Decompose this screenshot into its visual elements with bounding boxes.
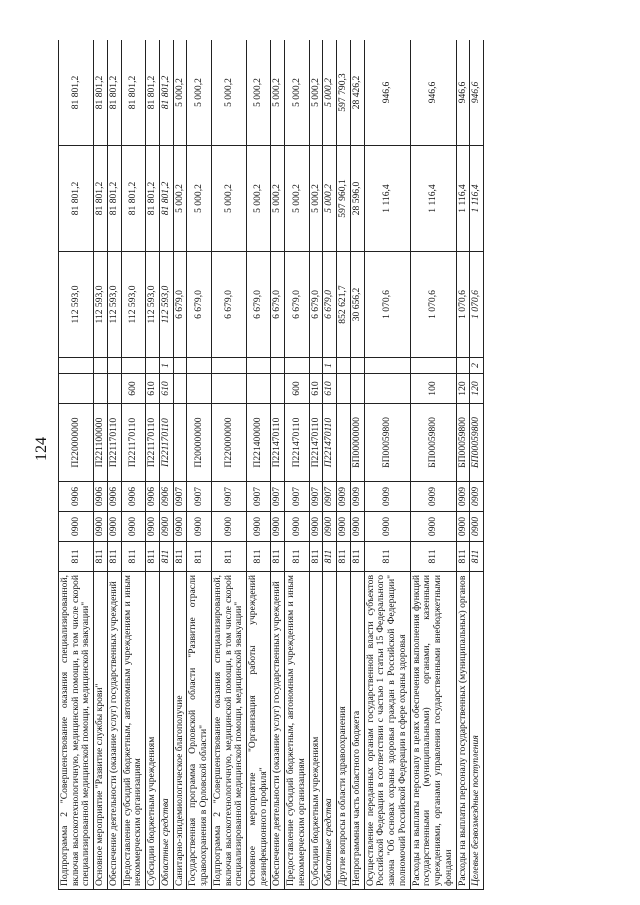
target-article-cell: П221170110	[121, 404, 145, 482]
row-name-cell: Областные средства	[323, 572, 337, 890]
glav-code-cell: 811	[159, 542, 173, 572]
table-row	[410, 40, 456, 890]
section-code-cell: 0900	[350, 512, 364, 542]
amount-2-cell: 81 801,2	[94, 146, 108, 252]
section-code-cell: 0900	[309, 512, 323, 542]
source-code-cell	[211, 358, 246, 374]
subsection-code-cell: 0907	[309, 482, 323, 512]
subsection-code-cell: 0906	[94, 482, 108, 512]
amount-3-cell: 5 000,2	[211, 40, 246, 146]
target-article-cell	[173, 404, 187, 482]
row-name-cell: Государственная программа Орловской области "Развитие отрасли здравоохранения в Орловской области"	[187, 572, 211, 890]
amount-2-cell: 28 596,0	[350, 146, 364, 252]
row-name-cell: Расходы на выплаты персоналу государственных (муниципальных) органов	[456, 572, 470, 890]
amount-1-cell: 6 679,0	[211, 252, 246, 358]
table-row	[94, 40, 108, 890]
glav-code-cell: 811	[337, 542, 351, 572]
amount-1-cell: 112 593,0	[159, 252, 173, 358]
table-row	[470, 40, 484, 890]
target-article-cell: П221470110	[285, 404, 309, 482]
target-article-cell: П220000000	[211, 404, 246, 482]
subsection-code-cell: 0907	[187, 482, 211, 512]
target-article-cell	[337, 404, 351, 482]
glav-code-cell: 811	[107, 542, 121, 572]
amount-1-cell: 112 593,0	[59, 252, 94, 358]
amount-1-cell: 852 621,7	[337, 252, 351, 358]
table-row	[247, 40, 271, 890]
source-code-cell	[285, 358, 309, 374]
target-article-cell: П221470110	[309, 404, 323, 482]
amount-2-cell: 81 801,2	[59, 146, 94, 252]
amount-3-cell: 5 000,2	[285, 40, 309, 146]
amount-2-cell: 597 960,1	[337, 146, 351, 252]
amount-2-cell: 5 000,2	[187, 146, 211, 252]
source-code-cell	[271, 358, 285, 374]
source-code-cell	[456, 358, 470, 374]
section-code-cell: 0900	[456, 512, 470, 542]
amount-2-cell: 5 000,2	[271, 146, 285, 252]
row-name-cell: Основное мероприятие "Развитие службы крови"	[94, 572, 108, 890]
glav-code-cell: 811	[121, 542, 145, 572]
table-body	[59, 40, 484, 890]
target-article-cell: БП00059800	[470, 404, 484, 482]
amount-1-cell: 6 679,0	[285, 252, 309, 358]
table-row	[146, 40, 160, 890]
expense-type-cell: 610	[159, 374, 173, 404]
row-name-cell: Другие вопросы в области здравоохранения	[337, 572, 351, 890]
amount-1-cell: 112 593,0	[107, 252, 121, 358]
row-name-cell: Обеспечение деятельности (оказание услуг) государственных учреждений	[107, 572, 121, 890]
subsection-code-cell: 0909	[350, 482, 364, 512]
row-name-cell: Субсидии бюджетным учреждениям	[146, 572, 160, 890]
amount-1-cell: 6 679,0	[309, 252, 323, 358]
section-code-cell: 0900	[173, 512, 187, 542]
row-name-cell: Предоставление субсидий бюджетным, автономным учреждениям и иным некоммерческим организациям	[285, 572, 309, 890]
amount-2-cell: 5 000,2	[323, 146, 337, 252]
rotated-page-area	[58, 40, 618, 890]
amount-2-cell: 1 116,4	[410, 146, 456, 252]
source-code-cell	[337, 358, 351, 374]
glav-code-cell: 811	[211, 542, 246, 572]
subsection-code-cell: 0909	[364, 482, 410, 512]
amount-3-cell: 946,6	[364, 40, 410, 146]
section-code-cell: 0900	[323, 512, 337, 542]
target-article-cell: П200000000	[187, 404, 211, 482]
row-name-cell: Осуществление переданных органам государственной власти субъектов Российской Федерации в соответствии с частью 1 статьи 15 Федерального закона "Об основах охраны здоровья граждан в Российской Федерации" полномочий Российской Федерации в сфере охраны здоровья	[364, 572, 410, 890]
amount-2-cell: 1 116,4	[364, 146, 410, 252]
amount-2-cell: 1 116,4	[456, 146, 470, 252]
amount-3-cell: 81 801,2	[146, 40, 160, 146]
source-code-cell	[121, 358, 145, 374]
amount-3-cell: 946,6	[470, 40, 484, 146]
target-article-cell: П221470110	[271, 404, 285, 482]
glav-code-cell: 811	[456, 542, 470, 572]
amount-1-cell: 112 593,0	[121, 252, 145, 358]
amount-3-cell: 946,6	[456, 40, 470, 146]
amount-1-cell: 112 593,0	[146, 252, 160, 358]
amount-2-cell: 81 801,2	[121, 146, 145, 252]
amount-3-cell: 5 000,2	[271, 40, 285, 146]
glav-code-cell: 811	[59, 542, 94, 572]
amount-1-cell: 30 656,2	[350, 252, 364, 358]
subsection-code-cell: 0906	[159, 482, 173, 512]
source-code-cell: 1	[323, 358, 337, 374]
amount-1-cell: 1 070,6	[470, 252, 484, 358]
source-code-cell	[187, 358, 211, 374]
amount-3-cell: 81 801,2	[121, 40, 145, 146]
table-row	[187, 40, 211, 890]
section-code-cell: 0900	[470, 512, 484, 542]
subsection-code-cell: 0909	[456, 482, 470, 512]
glav-code-cell: 811	[364, 542, 410, 572]
subsection-code-cell: 0907	[271, 482, 285, 512]
glav-code-cell: 811	[187, 542, 211, 572]
expense-type-cell	[187, 374, 211, 404]
target-article-cell: БП00059800	[410, 404, 456, 482]
amount-2-cell: 5 000,2	[247, 146, 271, 252]
source-code-cell: 2	[470, 358, 484, 374]
expense-type-cell: 100	[410, 374, 456, 404]
row-name-cell: Областные средства	[159, 572, 173, 890]
expense-type-cell	[364, 374, 410, 404]
amount-3-cell: 5 000,2	[173, 40, 187, 146]
subsection-code-cell: 0907	[173, 482, 187, 512]
table-row	[456, 40, 470, 890]
rotated-table-container	[58, 40, 618, 890]
amount-1-cell: 1 070,6	[364, 252, 410, 358]
amount-3-cell: 946,6	[410, 40, 456, 146]
subsection-code-cell: 0907	[211, 482, 246, 512]
amount-3-cell: 5 000,2	[187, 40, 211, 146]
amount-2-cell: 81 801,2	[146, 146, 160, 252]
table-row	[323, 40, 337, 890]
row-name-cell: Предоставление субсидий бюджетным, автономным учреждениям и иным некоммерческим организациям	[121, 572, 145, 890]
table-row	[173, 40, 187, 890]
section-code-cell: 0900	[410, 512, 456, 542]
target-article-cell: П221100000	[94, 404, 108, 482]
amount-1-cell: 6 679,0	[271, 252, 285, 358]
amount-2-cell: 81 801,2	[159, 146, 173, 252]
table-row	[211, 40, 246, 890]
expense-type-cell	[107, 374, 121, 404]
source-code-cell	[364, 358, 410, 374]
section-code-cell: 0900	[337, 512, 351, 542]
section-code-cell: 0900	[159, 512, 173, 542]
glav-code-cell: 811	[285, 542, 309, 572]
source-code-cell	[247, 358, 271, 374]
row-name-cell: Субсидии бюджетным учреждениям	[309, 572, 323, 890]
expense-type-cell	[211, 374, 246, 404]
amount-1-cell: 1 070,6	[410, 252, 456, 358]
amount-1-cell: 6 679,0	[173, 252, 187, 358]
target-article-cell: П221400000	[247, 404, 271, 482]
expense-type-cell: 600	[285, 374, 309, 404]
section-code-cell: 0900	[271, 512, 285, 542]
source-code-cell	[146, 358, 160, 374]
glav-code-cell: 811	[470, 542, 484, 572]
amount-2-cell: 5 000,2	[211, 146, 246, 252]
section-code-cell: 0900	[211, 512, 246, 542]
row-name-cell: Санитарно-эпидемиологическое благополучие	[173, 572, 187, 890]
row-name-cell: Расходы на выплаты персоналу в целях обеспечения выполнения функций государственными (муниципальными) органами, казенными учреждениями, органами управления государственными внебюджетными фондами	[410, 572, 456, 890]
amount-3-cell: 81 801,2	[107, 40, 121, 146]
table-row	[309, 40, 323, 890]
subsection-code-cell: 0906	[146, 482, 160, 512]
expense-type-cell: 610	[146, 374, 160, 404]
expense-type-cell	[173, 374, 187, 404]
table-row	[337, 40, 351, 890]
target-article-cell: П221170110	[146, 404, 160, 482]
source-code-cell	[94, 358, 108, 374]
subsection-code-cell: 0909	[337, 482, 351, 512]
row-name-cell: Целевые безвозмездные поступления	[470, 572, 484, 890]
glav-code-cell: 811	[309, 542, 323, 572]
target-article-cell: БП00000000	[350, 404, 364, 482]
section-code-cell: 0900	[121, 512, 145, 542]
section-code-cell: 0900	[247, 512, 271, 542]
amount-2-cell: 5 000,2	[285, 146, 309, 252]
table-row	[159, 40, 173, 890]
source-code-cell	[410, 358, 456, 374]
amount-3-cell: 81 801,2	[59, 40, 94, 146]
amount-2-cell: 1 116,4	[470, 146, 484, 252]
amount-1-cell: 6 679,0	[247, 252, 271, 358]
expense-type-cell: 120	[470, 374, 484, 404]
amount-1-cell: 6 679,0	[187, 252, 211, 358]
glav-code-cell: 811	[410, 542, 456, 572]
table-row	[350, 40, 364, 890]
table-row	[271, 40, 285, 890]
glav-code-cell: 811	[323, 542, 337, 572]
source-code-cell	[59, 358, 94, 374]
row-name-cell: Обеспечение деятельности (оказание услуг) государственных учреждений	[271, 572, 285, 890]
row-name-cell: Непрограммная часть областного бюджета	[350, 572, 364, 890]
amount-1-cell: 112 593,0	[94, 252, 108, 358]
row-name-cell: Подпрограмма 2 "Совершенствование оказания специализированной, включая высокотехнологичную, медицинской помощи, в том числе скорой специализированной медицинской помощи, медицинской эвакуации"	[211, 572, 246, 890]
expense-type-cell	[59, 374, 94, 404]
section-code-cell: 0900	[94, 512, 108, 542]
section-code-cell: 0900	[146, 512, 160, 542]
amount-3-cell: 81 801,2	[94, 40, 108, 146]
subsection-code-cell: 0906	[107, 482, 121, 512]
glav-code-cell: 811	[173, 542, 187, 572]
glav-code-cell: 811	[94, 542, 108, 572]
row-name-cell: Основное мероприятие "Организация работы учреждений дезинфекционного профиля"	[247, 572, 271, 890]
expense-type-cell: 600	[121, 374, 145, 404]
glav-code-cell: 811	[350, 542, 364, 572]
source-code-cell: 1	[159, 358, 173, 374]
amount-2-cell: 5 000,2	[173, 146, 187, 252]
table-row	[107, 40, 121, 890]
budget-table	[58, 40, 484, 890]
glav-code-cell: 811	[271, 542, 285, 572]
expense-type-cell	[337, 374, 351, 404]
row-name-cell: Подпрограмма 2 "Совершенствование оказания специализированной, включая высокотехнологичную, медицинской помощи, в том числе скорой специализированной медицинской помощи, медицинской эвакуации"	[59, 572, 94, 890]
section-code-cell: 0900	[285, 512, 309, 542]
amount-3-cell: 597 790,3	[337, 40, 351, 146]
expense-type-cell	[94, 374, 108, 404]
source-code-cell	[173, 358, 187, 374]
target-article-cell: БП00059800	[456, 404, 470, 482]
amount-2-cell: 5 000,2	[309, 146, 323, 252]
source-code-cell	[107, 358, 121, 374]
subsection-code-cell: 0907	[247, 482, 271, 512]
table-row	[59, 40, 94, 890]
amount-1-cell: 6 679,0	[323, 252, 337, 358]
amount-3-cell: 5 000,2	[309, 40, 323, 146]
section-code-cell: 0900	[59, 512, 94, 542]
target-article-cell: П221170110	[107, 404, 121, 482]
glav-code-cell: 811	[247, 542, 271, 572]
amount-2-cell: 81 801,2	[107, 146, 121, 252]
expense-type-cell	[247, 374, 271, 404]
target-article-cell: П221470110	[323, 404, 337, 482]
amount-3-cell: 5 000,2	[323, 40, 337, 146]
expense-type-cell: 610	[309, 374, 323, 404]
amount-1-cell: 1 070,6	[456, 252, 470, 358]
section-code-cell: 0900	[107, 512, 121, 542]
expense-type-cell: 120	[456, 374, 470, 404]
amount-3-cell: 28 426,2	[350, 40, 364, 146]
expense-type-cell: 610	[323, 374, 337, 404]
subsection-code-cell: 0909	[470, 482, 484, 512]
source-code-cell	[309, 358, 323, 374]
section-code-cell: 0900	[364, 512, 410, 542]
source-code-cell	[350, 358, 364, 374]
subsection-code-cell: 0906	[121, 482, 145, 512]
expense-type-cell	[271, 374, 285, 404]
table-row	[121, 40, 145, 890]
section-code-cell: 0900	[187, 512, 211, 542]
target-article-cell: П221170110	[159, 404, 173, 482]
target-article-cell: БП00059800	[364, 404, 410, 482]
subsection-code-cell: 0906	[59, 482, 94, 512]
amount-3-cell: 81 801,2	[159, 40, 173, 146]
subsection-code-cell: 0909	[410, 482, 456, 512]
subsection-code-cell: 0907	[285, 482, 309, 512]
table-row	[364, 40, 410, 890]
amount-3-cell: 5 000,2	[247, 40, 271, 146]
expense-type-cell	[350, 374, 364, 404]
subsection-code-cell: 0907	[323, 482, 337, 512]
target-article-cell: П220000000	[59, 404, 94, 482]
page-number: 124	[33, 437, 50, 461]
table-row	[285, 40, 309, 890]
glav-code-cell: 811	[146, 542, 160, 572]
